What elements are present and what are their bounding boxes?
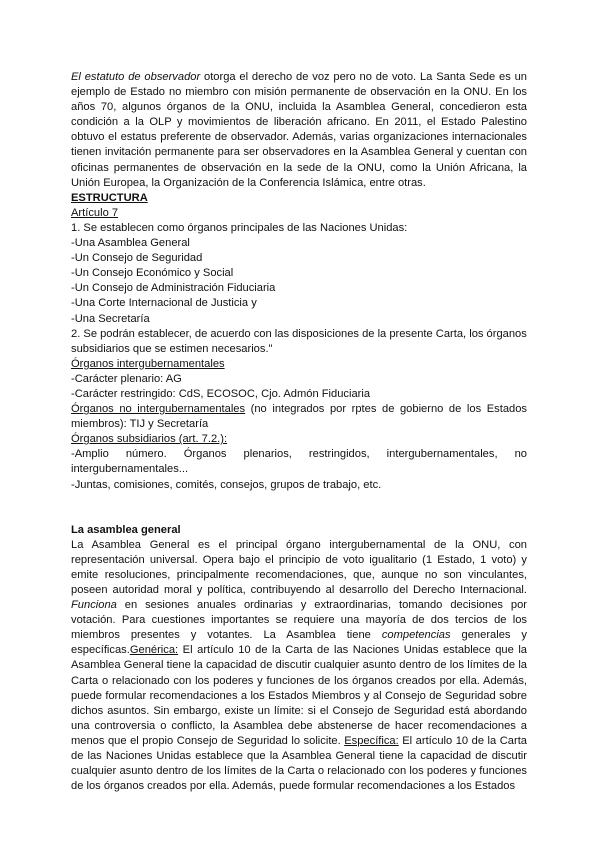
especifica-text: El artículo 10 de la Carta de las Naciones Unidas establece que la Asamblea General tiene la capacidad de discutir cualquier asunto dentro de los límites de la Carta o relacionado con los poderes y funciones de los órganos creados por ella. Además, puede formular recomendaciones a los Estados bbox=[71, 734, 527, 793]
asamblea-text-2: en sesiones anuales ordinarias y extraordinarias, tomando decisiones por votación. Para cuestiones importantes se requiere una mayoría de dos tercios de los miembros presentes y votantes. La Asamblea tiene bbox=[71, 599, 527, 642]
subsidiary-item: -Juntas, comisiones, comités, consejos, grupos de trabajo, etc. bbox=[71, 478, 382, 491]
competencias-term: competencias bbox=[381, 629, 451, 642]
subsidiary-heading: Órganos subsidiarios (art. 7.2.): bbox=[71, 433, 228, 446]
asamblea-heading: La asamblea general bbox=[71, 523, 181, 536]
organ-list-item: -Un Consejo Económico y Social bbox=[71, 267, 234, 280]
funciona-term: Funciona bbox=[71, 599, 117, 612]
intergovernmental-item: -Carácter restringido: CdS, ECOSOC, Cjo. Admón Fiduciaria bbox=[71, 387, 371, 400]
generica-text: El artículo 10 de la Carta de las Naciones Unidas establece que la Asamblea General tiene la capacidad de discutir cualquier asunto dentro de los límites de la Carta o relacionado con los poderes y funciones de los órganos creados por ella. Además, puede formular recomendaciones a los Estados Miembros y al Consejo de Seguridad sobre dichos asuntos. Sin embargo, existe un límite: si el Consejo de Seguridad está abordando una controversia o conflicto, la Asamblea debe abstenerse de hacer recomendaciones a menos que el propio Consejo de Seguridad lo solicite. bbox=[71, 644, 527, 747]
organ-list-item: -Una Secretaría bbox=[71, 312, 150, 325]
article-7-item-1: 1. Se establecen como órganos principales de las Naciones Unidas: bbox=[71, 221, 408, 234]
asamblea-text-1: La Asamblea General es el principal órgano intergubernamental de la ONU, con representación universal. Opera bajo el principio de voto igualitario (1 Estado, 1 voto) y emite resoluciones, principalmente recomendaciones, que, aunque no son vinculantes, poseen autoridad moral y política, contribuyendo al desarrollo del Derecho Internacional. bbox=[71, 538, 527, 596]
section-spacer bbox=[71, 493, 527, 523]
non-intergovernmental-paragraph bbox=[71, 402, 527, 432]
intergovernmental-heading: Órganos intergubernamentales bbox=[71, 357, 225, 370]
subsidiary-item: -Amplio número. Órganos plenarios, restringidos, intergubernamentales, no intergubernamentales... bbox=[71, 448, 527, 476]
article-7-item-2: 2. Se podrán establecer, de acuerdo con las disposiciones de la presente Carta, los órganos subsidiarios que se estimen necesarios." bbox=[71, 327, 527, 355]
organ-list-item: -Una Corte Internacional de Justicia y bbox=[71, 297, 257, 310]
organ-list-item: -Un Consejo de Administración Fiduciaria bbox=[71, 282, 276, 295]
intro-text: otorga el derecho de voz pero no de voto. La Santa Sede es un ejemplo de Estado no miembro con misión permanente de observación en la ONU. En los años 70, algunos órganos de la ONU, incluida la Asamblea General, concedieron esta condición a la OLP y movimientos de liberación africano. En 2011, el Estado Palestino obtuvo el estatus preferente de observador. Además, varias organizaciones internacionales tienen invitación permanente para ser observadores en la Asamblea General y cuentan con oficinas permanentes de observación en la sede de la ONU, como la Unión Africana, la Unión Europea, la Organización de la Conferencia Islámica, entre otras. bbox=[71, 71, 527, 189]
document-page bbox=[71, 70, 527, 794]
article-7-heading: Artículo 7 bbox=[71, 206, 119, 219]
organ-list-item: -Una Asamblea General bbox=[71, 237, 190, 250]
observer-status-term: El estatuto de observador bbox=[71, 71, 201, 83]
asamblea-paragraph bbox=[71, 538, 527, 795]
estructura-heading: ESTRUCTURA bbox=[71, 191, 148, 204]
non-intergovernmental-text: (no integrados por rptes de gobierno de los Estados miembros): TIJ y Secretaría bbox=[71, 403, 527, 431]
intergovernmental-item: -Carácter plenario: AG bbox=[71, 372, 182, 385]
generica-label: Genérica: bbox=[129, 644, 179, 657]
organ-list-item: -Un Consejo de Seguridad bbox=[71, 252, 203, 265]
non-intergovernmental-heading: Órganos no intergubernamentales bbox=[71, 403, 246, 416]
intro-paragraph bbox=[71, 70, 527, 191]
especifica-label: Específica: bbox=[344, 734, 399, 747]
asamblea-text-3: generales y específicas. bbox=[71, 629, 528, 657]
